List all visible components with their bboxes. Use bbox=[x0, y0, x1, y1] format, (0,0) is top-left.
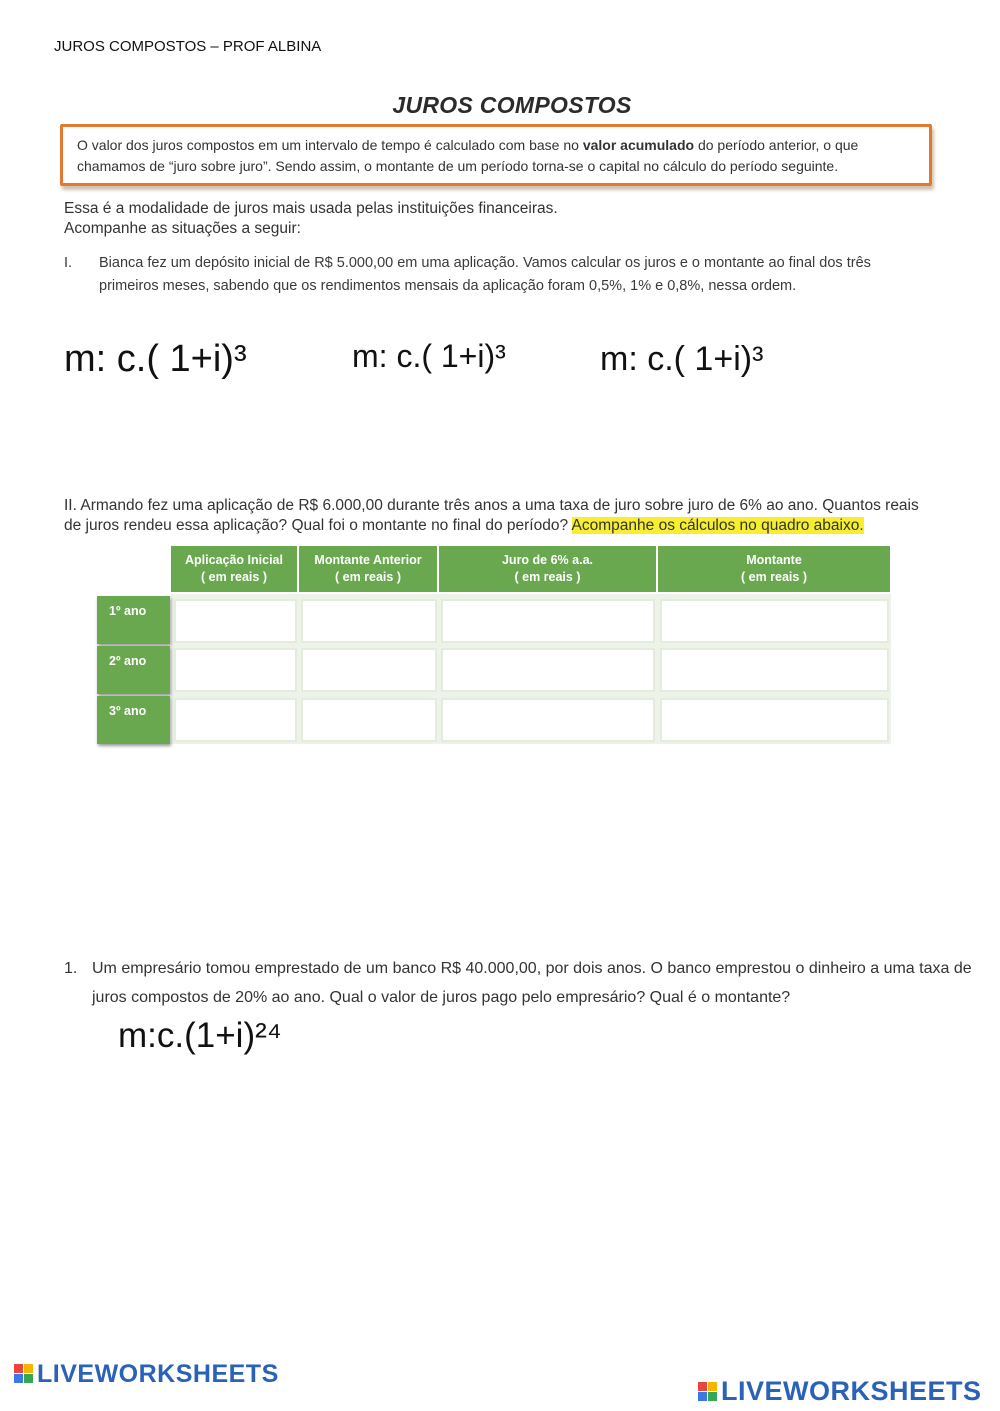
liveworksheets-logo-right[interactable] bbox=[698, 1376, 982, 1407]
intro-text-bold: valor acumulado bbox=[582, 137, 695, 153]
page-title: JUROS COMPOSTOS bbox=[392, 92, 632, 118]
input-ano3-juro[interactable] bbox=[441, 698, 655, 742]
header-aplicacao-inicial: Aplicação Inicial ( em reais ) bbox=[171, 546, 297, 592]
intro-box bbox=[60, 124, 932, 186]
input-ano3-aplicacao-inicial[interactable] bbox=[174, 698, 297, 742]
header-juro: Juro de 6% a.a. ( em reais ) bbox=[439, 546, 656, 592]
input-ano2-aplicacao-inicial[interactable] bbox=[174, 648, 297, 692]
formula-1: m: c.( 1+i)³ bbox=[64, 338, 247, 380]
liveworksheets-text-right: LIVEWORKSHEETS bbox=[721, 1376, 982, 1406]
situation-i-number: I. bbox=[64, 255, 73, 271]
input-ano1-montante[interactable] bbox=[660, 599, 889, 643]
situation-ii-text: II. Armando fez uma aplicação de R$ 6.000,00 durante três anos a uma taxa de juro sobre juro de 6% ao ano. Quantos reais de juros rendeu essa aplicação? Qual foi o montante no final do período? bbox=[64, 497, 919, 534]
exercise-1-number: 1. bbox=[64, 960, 78, 977]
liveworksheets-text-left: LIVEWORKSHEETS bbox=[37, 1360, 279, 1388]
input-ano3-montante[interactable] bbox=[660, 698, 889, 742]
answer-formula: m:c.(1+i)²⁴ bbox=[118, 1016, 282, 1055]
situation-i-text: Bianca fez um depósito inicial de R$ 5.000,00 em uma aplicação. Vamos calcular os juros e o montante ao final dos três primeiros meses, sabendo que os rendimentos mensais da aplicação foram 0,5%, 1% e 0,8%, nessa ordem. bbox=[99, 255, 871, 294]
lead-text-2: Acompanhe as situações a seguir: bbox=[64, 220, 301, 237]
situation-ii bbox=[64, 496, 934, 536]
formula-3: m: c.( 1+i)³ bbox=[600, 340, 764, 378]
input-ano3-montante-anterior[interactable] bbox=[301, 698, 437, 742]
intro-text-part2: do período anterior, o que bbox=[694, 137, 859, 153]
input-ano1-juro[interactable] bbox=[441, 599, 655, 643]
liveworksheets-mark-icon bbox=[698, 1382, 718, 1402]
document-header: JUROS COMPOSTOS – PROF ALBINA bbox=[54, 38, 322, 55]
input-ano2-montante-anterior[interactable] bbox=[301, 648, 437, 692]
exercise-1-text: Um empresário tomou emprestado de um banco R$ 40.000,00, por dois anos. O banco emprestou o dinheiro a uma taxa de juros compostos de 20% ao ano. Qual o valor de juros pago pelo empresário? Qual é o montante? bbox=[92, 960, 972, 1006]
situation-ii-highlight: Acompanhe os cálculos no quadro abaixo. bbox=[571, 517, 864, 534]
input-ano2-montante[interactable] bbox=[660, 648, 889, 692]
header-montante-anterior: Montante Anterior ( em reais ) bbox=[299, 546, 437, 592]
liveworksheets-logo-left[interactable] bbox=[14, 1360, 279, 1389]
lead-text-1: Essa é a modalidade de juros mais usada pelas instituições financeiras. bbox=[64, 200, 558, 217]
intro-text-part1: O valor dos juros compostos em um intervalo de tempo é calculado com base no bbox=[77, 137, 583, 153]
formula-2: m: c.( 1+i)³ bbox=[352, 338, 506, 374]
row-label-ano-2: 2º ano bbox=[97, 646, 170, 694]
row-label-ano-1: 1º ano bbox=[97, 596, 170, 644]
header-montante: Montante ( em reais ) bbox=[658, 546, 890, 592]
row-label-ano-3: 3º ano bbox=[97, 696, 170, 744]
input-ano1-aplicacao-inicial[interactable] bbox=[174, 599, 297, 643]
liveworksheets-mark-icon bbox=[14, 1364, 34, 1384]
input-ano2-juro[interactable] bbox=[441, 648, 655, 692]
input-ano1-montante-anterior[interactable] bbox=[301, 599, 437, 643]
intro-text-line2: chamamos de “juro sobre juro”. Sendo assim, o montante de um período torna-se o capital no cálculo do período seguinte. bbox=[77, 158, 839, 174]
